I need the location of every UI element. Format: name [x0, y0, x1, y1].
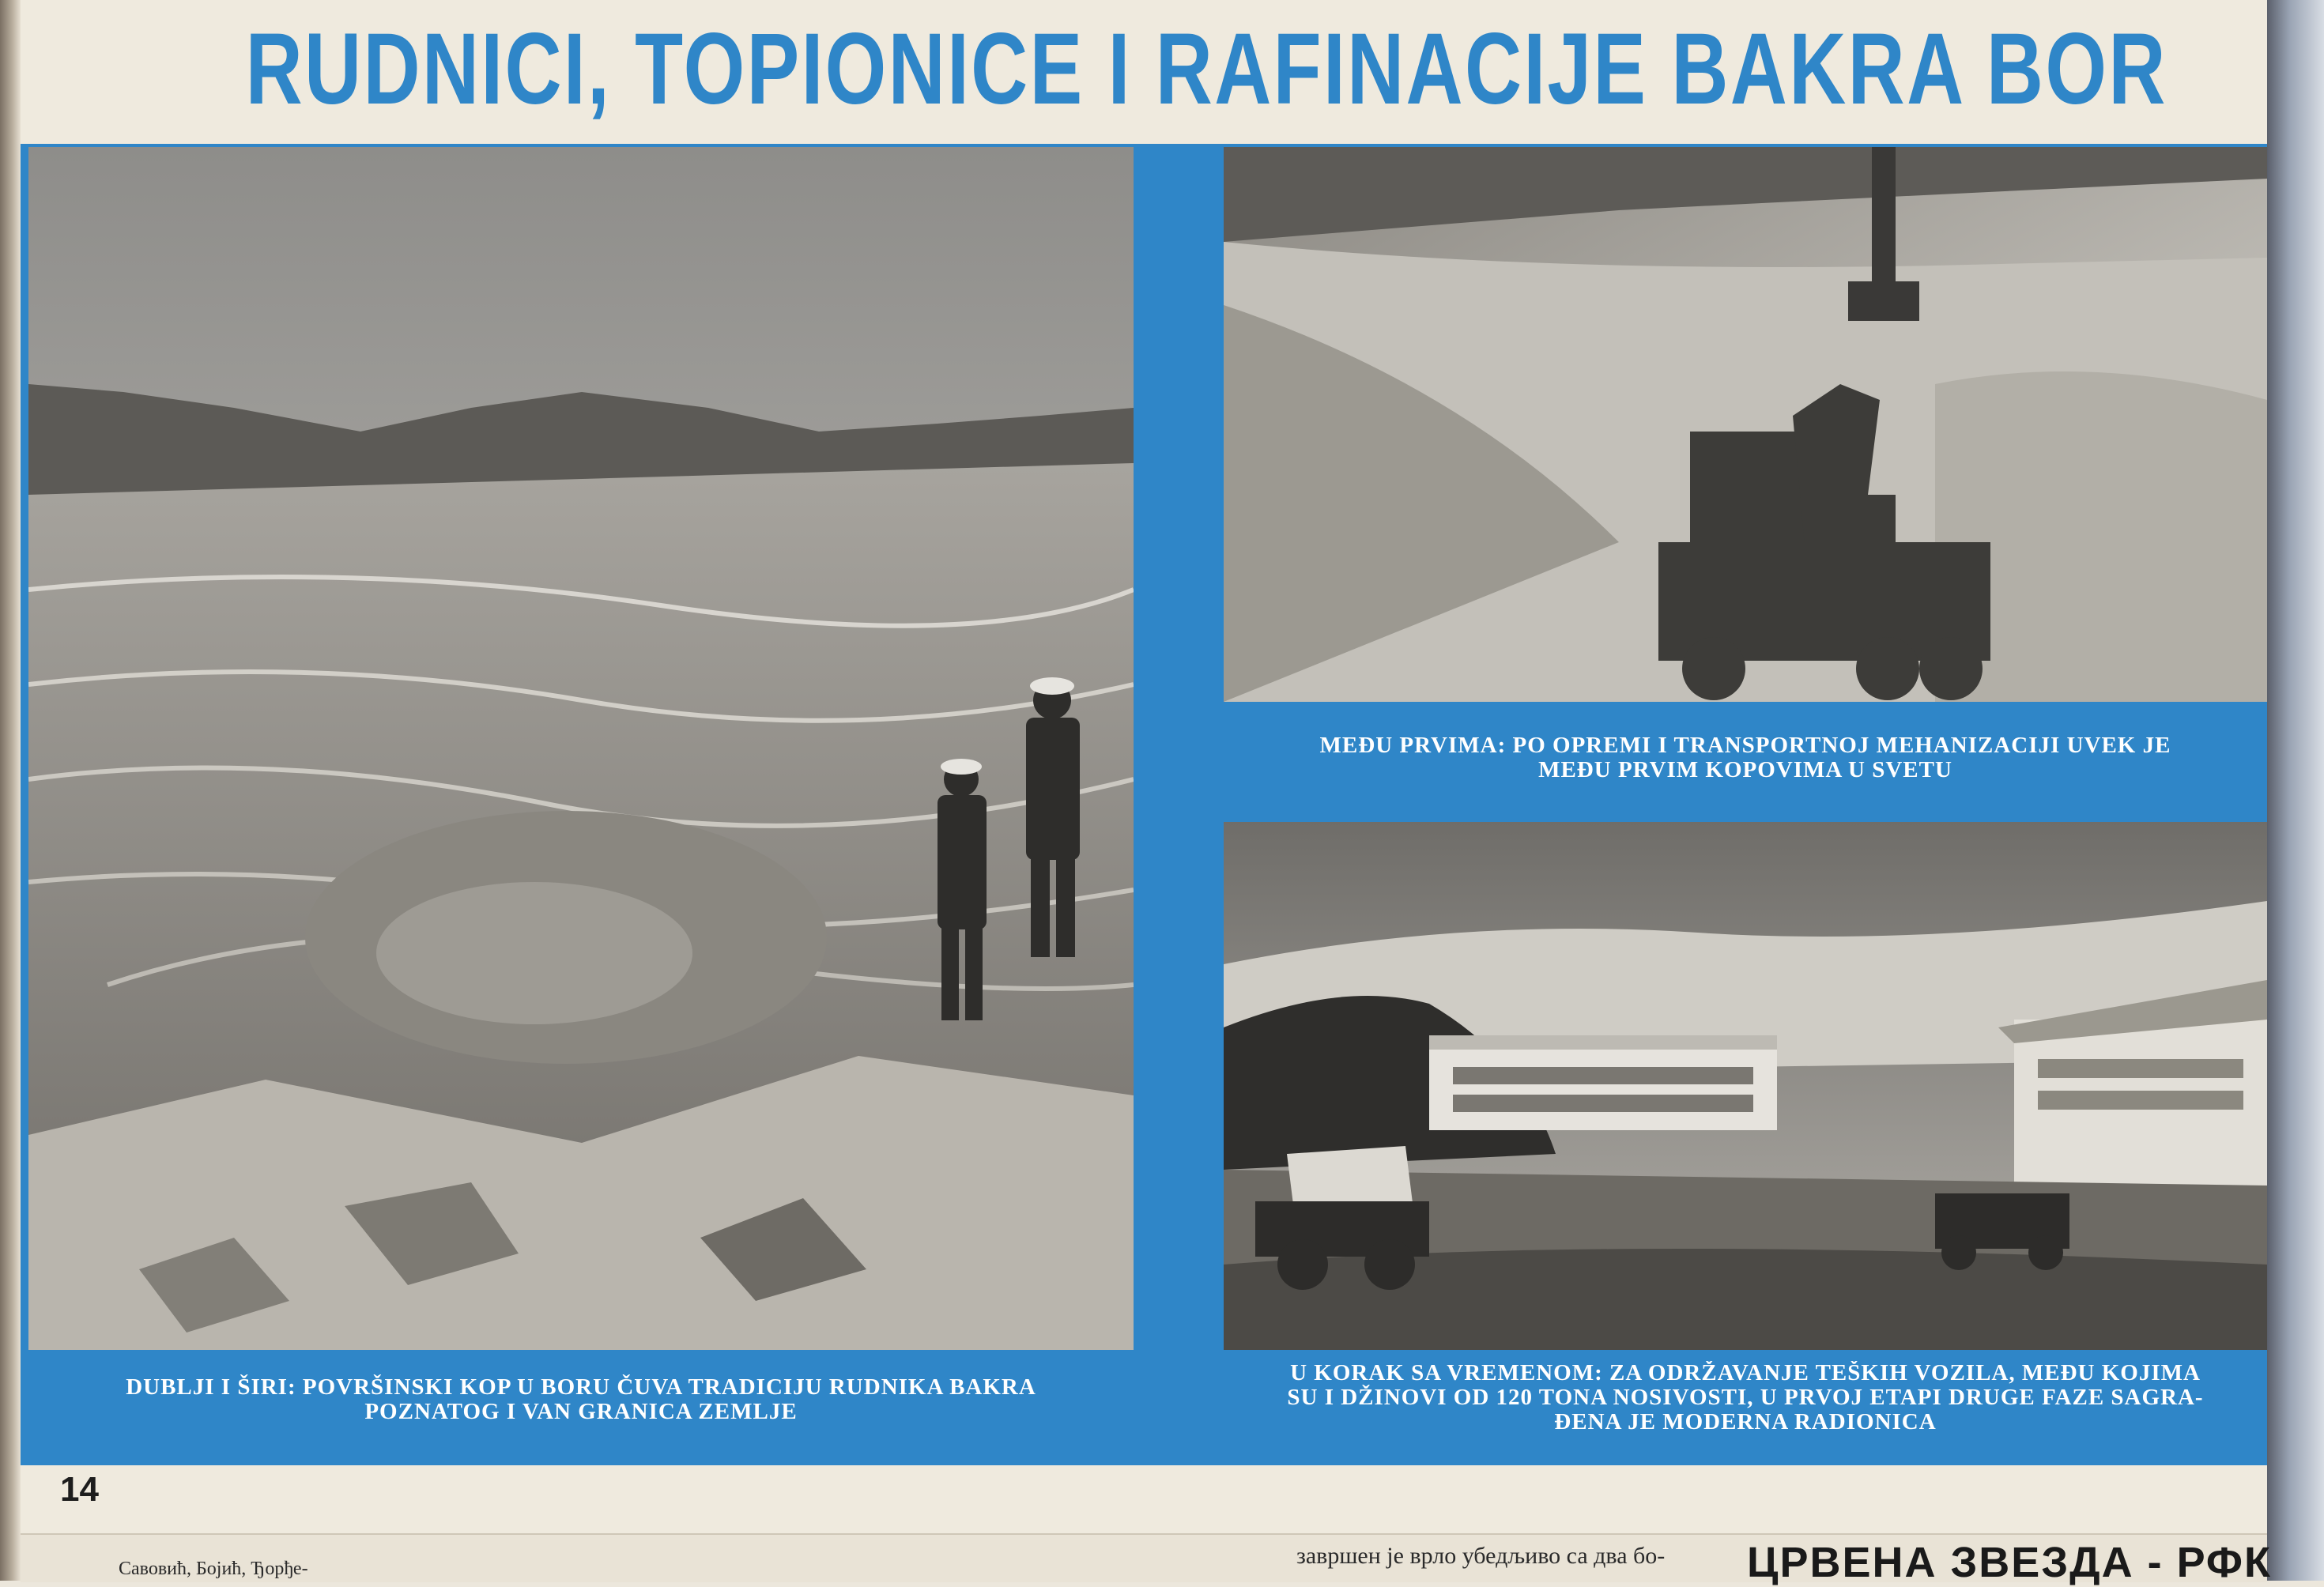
newspaper-headline: ЦРВЕНА ЗВЕЗДА - РФК [1747, 1539, 2272, 1586]
page-number: 14 [60, 1470, 99, 1509]
excavator-truck-photo [1224, 147, 2267, 702]
left-photo-caption [28, 1375, 1134, 1424]
workshop-trucks-photo [1224, 822, 2267, 1350]
top-right-caption-line-1: MEĐU PRVIMA: PO OPREMI I TRANSPORTNOJ MEHANIZACIJI UVEK JE [1319, 733, 2171, 758]
left-caption-line-2: POZNATOG I VAN GRANICA ZEMLJE [364, 1399, 798, 1424]
bottom-right-caption-line-3: ĐENA JE MODERNA RADIONICA [1554, 1409, 1937, 1434]
top-right-caption-line-2: MEĐU PRVIM KOPOVIMA U SVETU [1538, 757, 1952, 782]
page-title: RUDNICI, TOPIONICE I RAFINACIJE BAKRA BOR [245, 13, 2167, 126]
page-left-edge [0, 0, 21, 1581]
bottom-right-caption-line-1: U KORAK SA VREMENOM: ZA ODRŽAVANJE TEŠKIH VOZILA, MEĐU KOJIMA [1290, 1361, 2201, 1385]
newspaper-text-middle: завршен је врло убедљиво са два бо- [1296, 1543, 1666, 1569]
page-binding-edge [2267, 0, 2324, 1581]
left-caption-line-1: DUBLJI I ŠIRI: POVRŠINSKI KOP U BORU ČUVA TRADICIJU RUDNIKA BAKRA [126, 1374, 1036, 1400]
open-pit-mine-photo [28, 147, 1134, 1350]
top-right-photo-caption [1224, 733, 2267, 782]
newspaper-text-left: Савовић, Бојић, Ђорђе- [119, 1559, 308, 1579]
bottom-right-caption-line-2: SU I DŽINOVI OD 120 TONA NOSIVOSTI, U PRVOJ ETAPI DRUGE FAZE SAGRA- [1287, 1385, 2204, 1410]
bottom-right-photo-caption [1224, 1361, 2267, 1434]
